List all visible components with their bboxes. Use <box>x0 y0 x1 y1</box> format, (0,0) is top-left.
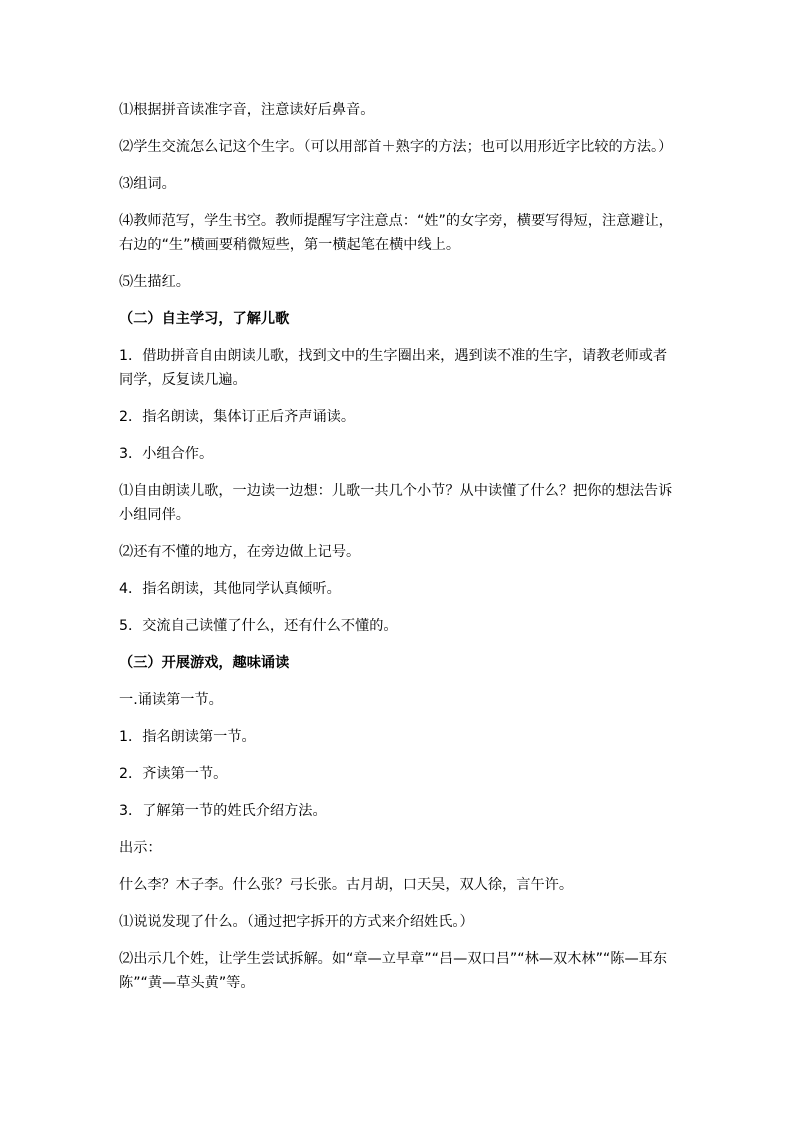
section-heading-2: （二）自主学习，了解儿歌 <box>119 311 290 327</box>
paragraph-2: ⑵学生交流怎么记这个生字。（可以用部首＋熟字的方法；也可以用形近字比较的方法。） <box>119 139 673 155</box>
paragraph-1: ⑴根据拼音读准字音，注意读好后鼻音。 <box>119 102 375 118</box>
paragraph-3: ⑶组词。 <box>119 176 176 192</box>
paragraph-18: 3．了解第一节的姓氏介绍方法。 <box>119 803 327 819</box>
paragraph-4: ⑷教师范写，学生书空。教师提醒写字注意点：“姓”的女字旁，横要写得短，注意避让，右边的“生”横画要稍微短些，第一横起笔在横中线上。 <box>119 213 673 253</box>
paragraph-10: ⑴自由朗读儿歌，一边读一边想：儿歌一共几个小节？从中读懂了什么？把你的想法告诉小组同伴。 <box>119 483 673 523</box>
section-heading-3: （三）开展游戏，趣味诵读 <box>119 655 290 671</box>
paragraph-17: 2．齐读第一节。 <box>119 766 228 782</box>
paragraph-5: ⑸生描红。 <box>119 274 190 290</box>
paragraph-21: ⑴说说发现了什么。（通过把字拆开的方式来介绍姓氏。） <box>119 914 474 930</box>
paragraph-9: 3．小组合作。 <box>119 446 214 462</box>
paragraph-15: 一.诵读第一节。 <box>119 692 223 708</box>
paragraph-11: ⑵还有不懂的地方，在旁边做上记号。 <box>119 544 361 560</box>
paragraph-13: 5．交流自己读懂了什么，还有什么不懂的。 <box>119 618 398 634</box>
paragraph-20: 什么李？木子李。什么张？弓长张。古月胡，口天吴，双人徐，言午许。 <box>119 877 574 893</box>
paragraph-8: 2．指名朗读，集体订正后齐声诵读。 <box>119 409 356 425</box>
paragraph-22: ⑵出示几个姓，让学生尝试拆解。如“章—立早章”“吕—双口吕”“林—双木林”“陈—耳东陈”“黄—草头黄”等。 <box>119 951 668 991</box>
document-page <box>119 98 679 1008</box>
paragraph-7: 1．借助拼音自由朗读儿歌，找到文中的生字圈出来，遇到读不准的生字，请教老师或者同学，反复读几遍。 <box>119 348 668 388</box>
paragraph-19: 出示： <box>119 840 162 856</box>
paragraph-16: 1．指名朗读第一节。 <box>119 729 256 745</box>
paragraph-12: 4．指名朗读，其他同学认真倾听。 <box>119 581 341 597</box>
